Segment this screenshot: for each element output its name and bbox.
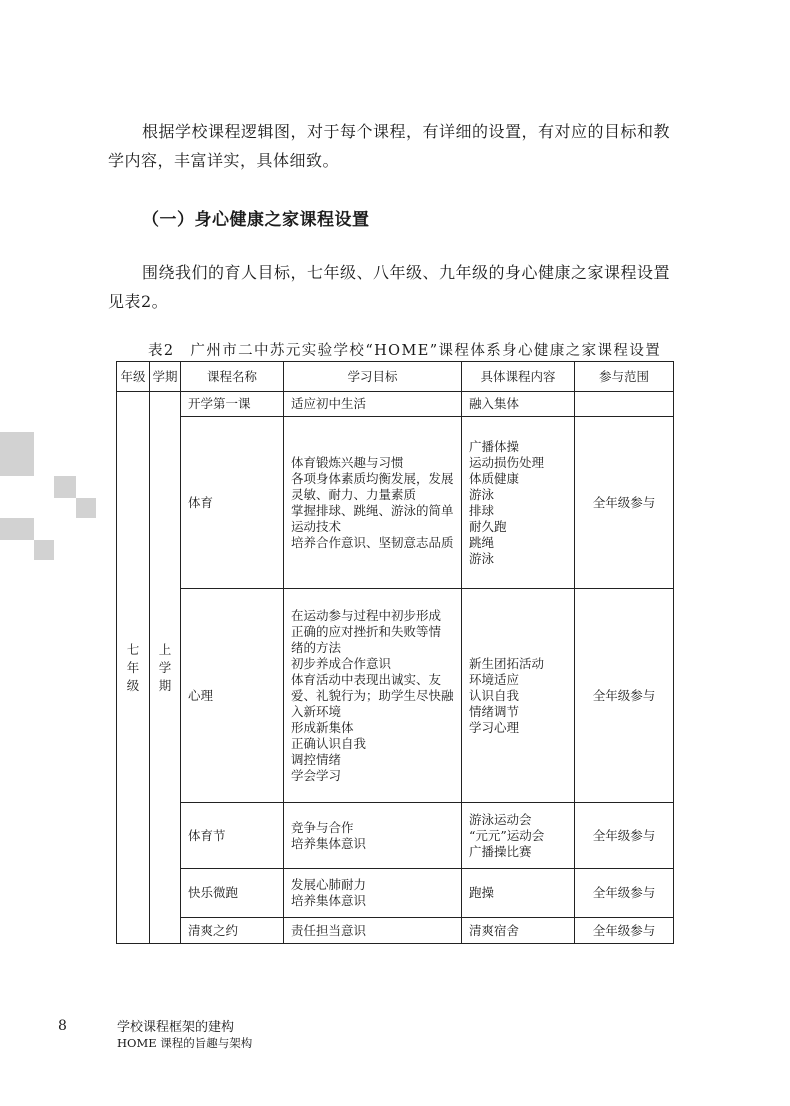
- course-name: 清爽之约: [181, 918, 284, 944]
- learning-goals: 责任担当意识: [284, 918, 462, 944]
- footer-book-title: 学校课程框架的建构: [117, 1020, 235, 1035]
- course-name: 快乐微跑: [181, 869, 284, 918]
- course-name: 开学第一课: [181, 392, 284, 417]
- participation-range: [575, 392, 674, 417]
- table-header-row: [117, 362, 674, 392]
- decorative-square: [54, 476, 76, 498]
- course-content: 新生团拓活动 环境适应 认识自我 情绪调节 学习心理: [462, 589, 575, 803]
- course-name: 体育: [181, 417, 284, 589]
- course-name: 体育节: [181, 803, 284, 869]
- learning-goals: 发展心肺耐力 培养集体意识: [284, 869, 462, 918]
- section-heading: （一）身心健康之家课程设置: [142, 210, 370, 230]
- course-content: 融入集体: [462, 392, 575, 417]
- table-row: [117, 803, 674, 869]
- intro-paragraph: 根据学校课程逻辑图，对于每个课程，有详细的设置，有对应的目标和教学内容，丰富详实，具体细致。: [108, 122, 671, 170]
- participation-range: 全年级参与: [575, 803, 674, 869]
- participation-range: 全年级参与: [575, 869, 674, 918]
- table-row: [117, 417, 674, 589]
- learning-goals: 在运动参与过程中初步形成 正确的应对挫折和失败等情 绪的方法 初步养成合作意识 体育活动中表现出诚实、友 爱、礼貌行为；助学生尽快融 入新环境 形成新集体 正确认识自我 调控情绪 学会学习: [284, 589, 462, 803]
- term-cell: 上学期: [150, 392, 181, 944]
- grade-cell: 七年级: [117, 392, 150, 944]
- decorative-square: [76, 498, 96, 518]
- footer-chapter-title: HOME 课程的旨趣与架构: [117, 1036, 253, 1050]
- table-row: [117, 392, 674, 417]
- table-row: [117, 918, 674, 944]
- learning-goals: 适应初中生活: [284, 392, 462, 417]
- header-grade: 年级: [117, 362, 150, 392]
- header-course-name: 课程名称: [181, 362, 284, 392]
- header-learning-goals: 学习目标: [284, 362, 462, 392]
- course-content: 广播体操 运动损伤处理 体质健康 游泳 排球 耐久跑 跳绳 游泳: [462, 417, 575, 589]
- learning-goals: 竞争与合作 培养集体意识: [284, 803, 462, 869]
- participation-range: 全年级参与: [575, 589, 674, 803]
- course-content: 跑操: [462, 869, 575, 918]
- decorative-square: [0, 432, 34, 476]
- header-course-content: 具体课程内容: [462, 362, 575, 392]
- learning-goals: 体育锻炼兴趣与习惯 各项身体素质均衡发展，发展 灵敏、耐力、力量素质 掌握排球、跳绳、游泳的简单 运动技术 培养合作意识、坚韧意志品质: [284, 417, 462, 589]
- page-number: 8: [58, 1018, 67, 1034]
- section-paragraph: 围绕我们的育人目标，七年级、八年级、九年级的身心健康之家课程设置见表2。: [108, 263, 671, 311]
- table-row: [117, 589, 674, 803]
- course-content: 游泳运动会 “元元”运动会 广播操比赛: [462, 803, 575, 869]
- participation-range: 全年级参与: [575, 918, 674, 944]
- participation-range: 全年级参与: [575, 417, 674, 589]
- decorative-square: [0, 518, 34, 540]
- table-caption: 表2 广州市二中苏元实验学校“HOME”课程体系身心健康之家课程设置: [148, 343, 662, 359]
- course-content: 清爽宿舍: [462, 918, 575, 944]
- course-name: 心理: [181, 589, 284, 803]
- header-term: 学期: [150, 362, 181, 392]
- curriculum-table: [116, 361, 674, 944]
- header-participation: 参与范围: [575, 362, 674, 392]
- table-row: [117, 869, 674, 918]
- decorative-square: [34, 540, 54, 560]
